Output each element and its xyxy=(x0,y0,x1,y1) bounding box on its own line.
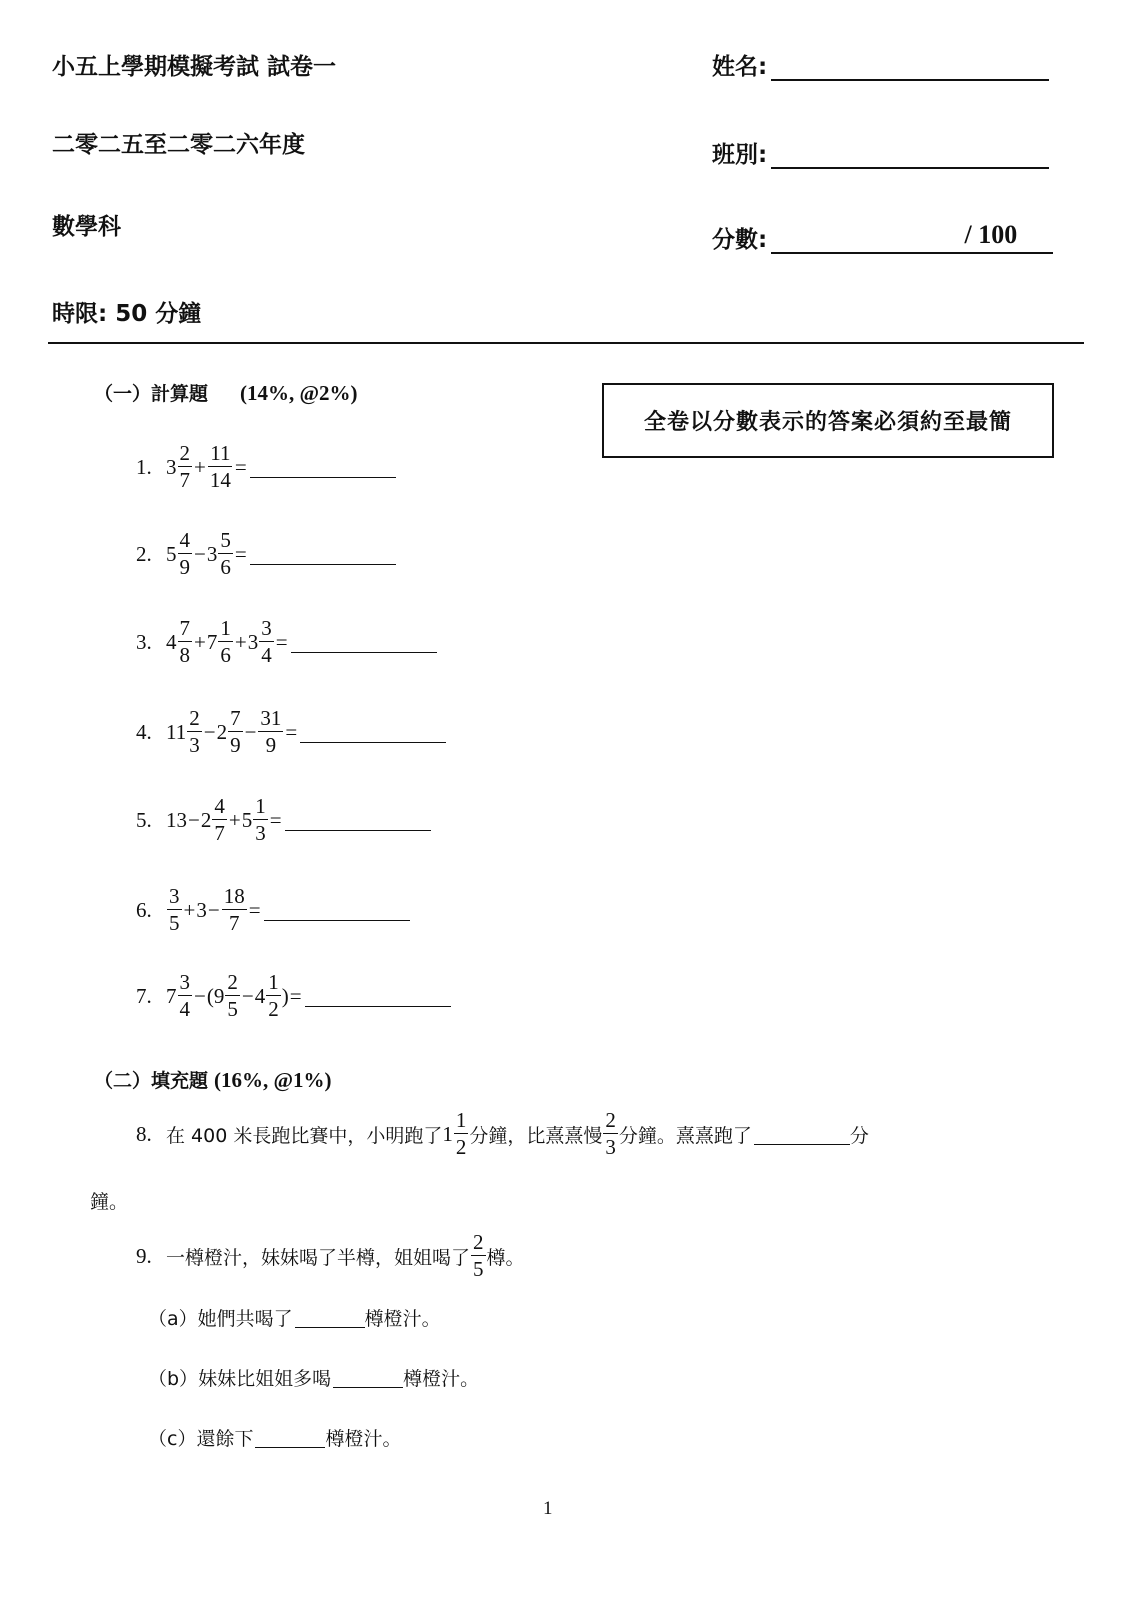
operator: = xyxy=(234,454,247,479)
section2-title: （二）填充題 xyxy=(94,1070,209,1092)
q9a-text-1: 她們共喝了 xyxy=(197,1308,293,1330)
q9-text-1: 一樽橙汁，妹妹喝了半樽，姐姐喝了 xyxy=(166,1246,471,1269)
q8-fraction-1 xyxy=(454,1110,469,1158)
numerator: 7 xyxy=(230,706,241,730)
numerator: 3 xyxy=(169,884,180,908)
q8-fraction-2 xyxy=(603,1110,618,1158)
question-9 xyxy=(136,1232,525,1280)
question-number: 9. xyxy=(136,1243,152,1268)
denominator: 5 xyxy=(473,1257,484,1281)
whole-number: 4 xyxy=(166,629,177,654)
denominator: 7 xyxy=(214,821,225,845)
numerator: 2 xyxy=(473,1230,484,1254)
q8-frac1-whole: 1 xyxy=(442,1121,453,1146)
whole-number: 9 xyxy=(213,983,225,1008)
operator: + xyxy=(194,454,206,479)
operator: + xyxy=(234,629,247,654)
q9b-text-2: 樽橙汁。 xyxy=(403,1368,480,1390)
question-number: 7. xyxy=(136,983,152,1008)
fraction xyxy=(225,972,240,1020)
answer-blank[interactable] xyxy=(250,457,396,478)
section1-points: (14%, @2%) xyxy=(240,381,358,405)
numerator: 2 xyxy=(227,970,238,994)
q8-text-4: 分 xyxy=(849,1124,869,1147)
class-input-line[interactable] xyxy=(771,139,1049,169)
operator: − xyxy=(244,719,257,744)
numerator: 1 xyxy=(220,616,231,640)
q9b-answer-blank[interactable] xyxy=(333,1367,403,1388)
numerator: 5 xyxy=(220,528,231,552)
answer-blank[interactable] xyxy=(300,722,446,743)
q9a-label: （a） xyxy=(148,1308,198,1330)
operator: + xyxy=(183,897,196,922)
name-input-line[interactable] xyxy=(771,51,1049,81)
question-number: 6. xyxy=(136,897,152,922)
denominator: 6 xyxy=(220,643,231,667)
numerator: 1 xyxy=(455,1108,467,1132)
denominator: 3 xyxy=(189,733,200,757)
operator: = xyxy=(234,541,247,566)
question-1 xyxy=(136,443,396,491)
operator: = xyxy=(275,629,288,654)
q9c-text-1: 還餘下 xyxy=(196,1428,254,1450)
fraction xyxy=(178,972,193,1020)
denominator: 6 xyxy=(220,555,231,579)
numerator: 3 xyxy=(179,970,190,994)
denominator: 14 xyxy=(209,468,231,492)
denominator: 3 xyxy=(605,1135,616,1159)
denominator: 2 xyxy=(455,1135,467,1159)
numerator: 2 xyxy=(605,1108,616,1132)
numerator: 11 xyxy=(210,441,231,465)
whole-number: 2 xyxy=(216,719,228,744)
class-label: 班別: xyxy=(712,142,768,168)
denominator: 4 xyxy=(179,997,190,1021)
operator: − xyxy=(241,983,254,1008)
q9c-answer-blank[interactable] xyxy=(255,1427,325,1448)
section1-heading xyxy=(94,379,358,406)
answer-blank[interactable] xyxy=(285,810,431,831)
operator: = xyxy=(285,719,298,744)
whole-number: 7 xyxy=(166,983,177,1008)
fraction xyxy=(212,796,227,844)
subject: 數學科 xyxy=(52,214,121,240)
header-divider xyxy=(48,342,1084,344)
notice-text: 全卷以分數表示的答案必須約至最簡 xyxy=(643,410,1012,435)
operator: = xyxy=(269,807,282,832)
q8-text-2: 分鐘，比熹熹慢 xyxy=(469,1124,603,1147)
fraction xyxy=(218,530,233,578)
fraction xyxy=(266,972,281,1020)
question-number: 4. xyxy=(136,719,152,744)
whole-number: 3 xyxy=(206,541,218,566)
denominator: 7 xyxy=(179,468,190,492)
notice-box xyxy=(602,383,1054,458)
whole-number: 5 xyxy=(241,807,253,832)
question-6 xyxy=(136,886,410,934)
operator: = xyxy=(289,983,302,1008)
answer-blank[interactable] xyxy=(291,632,437,653)
fraction xyxy=(259,618,274,666)
q9-fraction xyxy=(471,1232,486,1280)
numerator: 1 xyxy=(255,794,266,818)
whole-number: 5 xyxy=(166,541,177,566)
denominator: 9 xyxy=(230,733,241,757)
fraction xyxy=(208,443,233,491)
fraction xyxy=(218,618,233,666)
q8-text-3: 分鐘。熹熹跑了 xyxy=(618,1124,752,1147)
operator: = xyxy=(248,897,261,922)
numerator: 1 xyxy=(268,970,279,994)
score-input-line[interactable] xyxy=(771,220,1053,254)
denominator: 9 xyxy=(265,733,277,757)
q9a-text-2: 樽橙汁。 xyxy=(364,1308,441,1330)
question-3 xyxy=(136,618,437,666)
operator: − xyxy=(188,807,200,832)
name-label: 姓名: xyxy=(712,54,768,80)
fraction xyxy=(178,530,193,578)
fraction xyxy=(178,618,193,666)
denominator: 5 xyxy=(227,997,238,1021)
q9a-answer-blank[interactable] xyxy=(295,1307,365,1328)
answer-blank[interactable] xyxy=(305,986,451,1007)
numerator: 31 xyxy=(260,706,282,730)
denominator: 9 xyxy=(179,555,190,579)
class-field[interactable] xyxy=(712,136,1049,169)
term: ) xyxy=(281,983,289,1008)
operator: − xyxy=(194,983,206,1008)
whole-number: 4 xyxy=(254,983,266,1008)
question-9c xyxy=(148,1424,401,1451)
question-number: 8. xyxy=(136,1121,152,1146)
whole-number: 11 xyxy=(166,719,187,744)
question-7 xyxy=(136,972,451,1020)
operator: + xyxy=(228,807,241,832)
operator: − xyxy=(207,897,220,922)
question-number: 1. xyxy=(136,454,152,479)
whole-number: 3 xyxy=(247,629,259,654)
term: ( xyxy=(206,983,214,1008)
section2-points: (16%, @1%) xyxy=(214,1068,332,1092)
question-5 xyxy=(136,796,431,844)
fraction xyxy=(253,796,268,844)
term: 13 xyxy=(166,807,187,832)
whole-number: 3 xyxy=(166,454,177,479)
q9b-label: （b） xyxy=(148,1368,199,1390)
operator: + xyxy=(194,629,206,654)
q8-text-1: 在 400 米長跑比賽中，小明跑了 xyxy=(166,1124,443,1147)
numerator: 3 xyxy=(261,616,272,640)
answer-blank[interactable] xyxy=(250,544,396,565)
fraction xyxy=(178,443,193,491)
denominator: 2 xyxy=(268,997,279,1021)
exam-title: 小五上學期模擬考試 試卷一 xyxy=(52,54,337,80)
term: 3 xyxy=(196,897,207,922)
q8-text-5: 鐘。 xyxy=(90,1191,129,1213)
question-number: 3. xyxy=(136,629,152,654)
question-4 xyxy=(136,708,446,756)
section2-heading xyxy=(94,1066,332,1093)
score-field[interactable] xyxy=(712,221,1053,254)
denominator: 8 xyxy=(179,643,190,667)
numerator: 18 xyxy=(223,884,245,908)
q9c-label: （c） xyxy=(148,1428,197,1450)
time-limit: 時限: 50 分鐘 xyxy=(52,301,202,327)
numerator: 4 xyxy=(214,794,225,818)
numerator: 2 xyxy=(179,441,190,465)
q9b-text-1: 妹妹比姐姐多喝 xyxy=(198,1368,332,1390)
question-number: 5. xyxy=(136,807,152,832)
page-number: 1 xyxy=(543,1498,553,1519)
operator: − xyxy=(203,719,216,744)
question-2 xyxy=(136,530,396,578)
operator: − xyxy=(194,541,206,566)
question-8 xyxy=(136,1110,869,1158)
denominator: 5 xyxy=(169,911,180,935)
whole-number: 2 xyxy=(200,807,212,832)
score-label: 分數: xyxy=(712,227,768,253)
fraction xyxy=(228,708,243,756)
fraction xyxy=(258,708,283,756)
answer-blank[interactable] xyxy=(264,900,410,921)
numerator: 4 xyxy=(179,528,190,552)
q9-text-2: 樽。 xyxy=(486,1246,525,1269)
denominator: 3 xyxy=(255,821,266,845)
denominator: 7 xyxy=(228,911,240,935)
fraction xyxy=(187,708,202,756)
question-number: 2. xyxy=(136,541,152,566)
q8-answer-blank[interactable] xyxy=(754,1124,850,1145)
question-9a xyxy=(148,1304,441,1331)
fraction xyxy=(222,886,247,934)
denominator: 4 xyxy=(261,643,272,667)
numerator: 2 xyxy=(189,706,200,730)
fraction xyxy=(167,886,182,934)
whole-number: 7 xyxy=(206,629,218,654)
section1-title: （一）計算題 xyxy=(94,383,209,405)
question-9b xyxy=(148,1364,479,1391)
q9c-text-2: 樽橙汁。 xyxy=(325,1428,402,1450)
school-year: 二零二五至二零二六年度 xyxy=(52,132,305,158)
numerator: 7 xyxy=(179,616,190,640)
name-field[interactable] xyxy=(712,48,1049,81)
score-total: / 100 xyxy=(964,220,1018,249)
